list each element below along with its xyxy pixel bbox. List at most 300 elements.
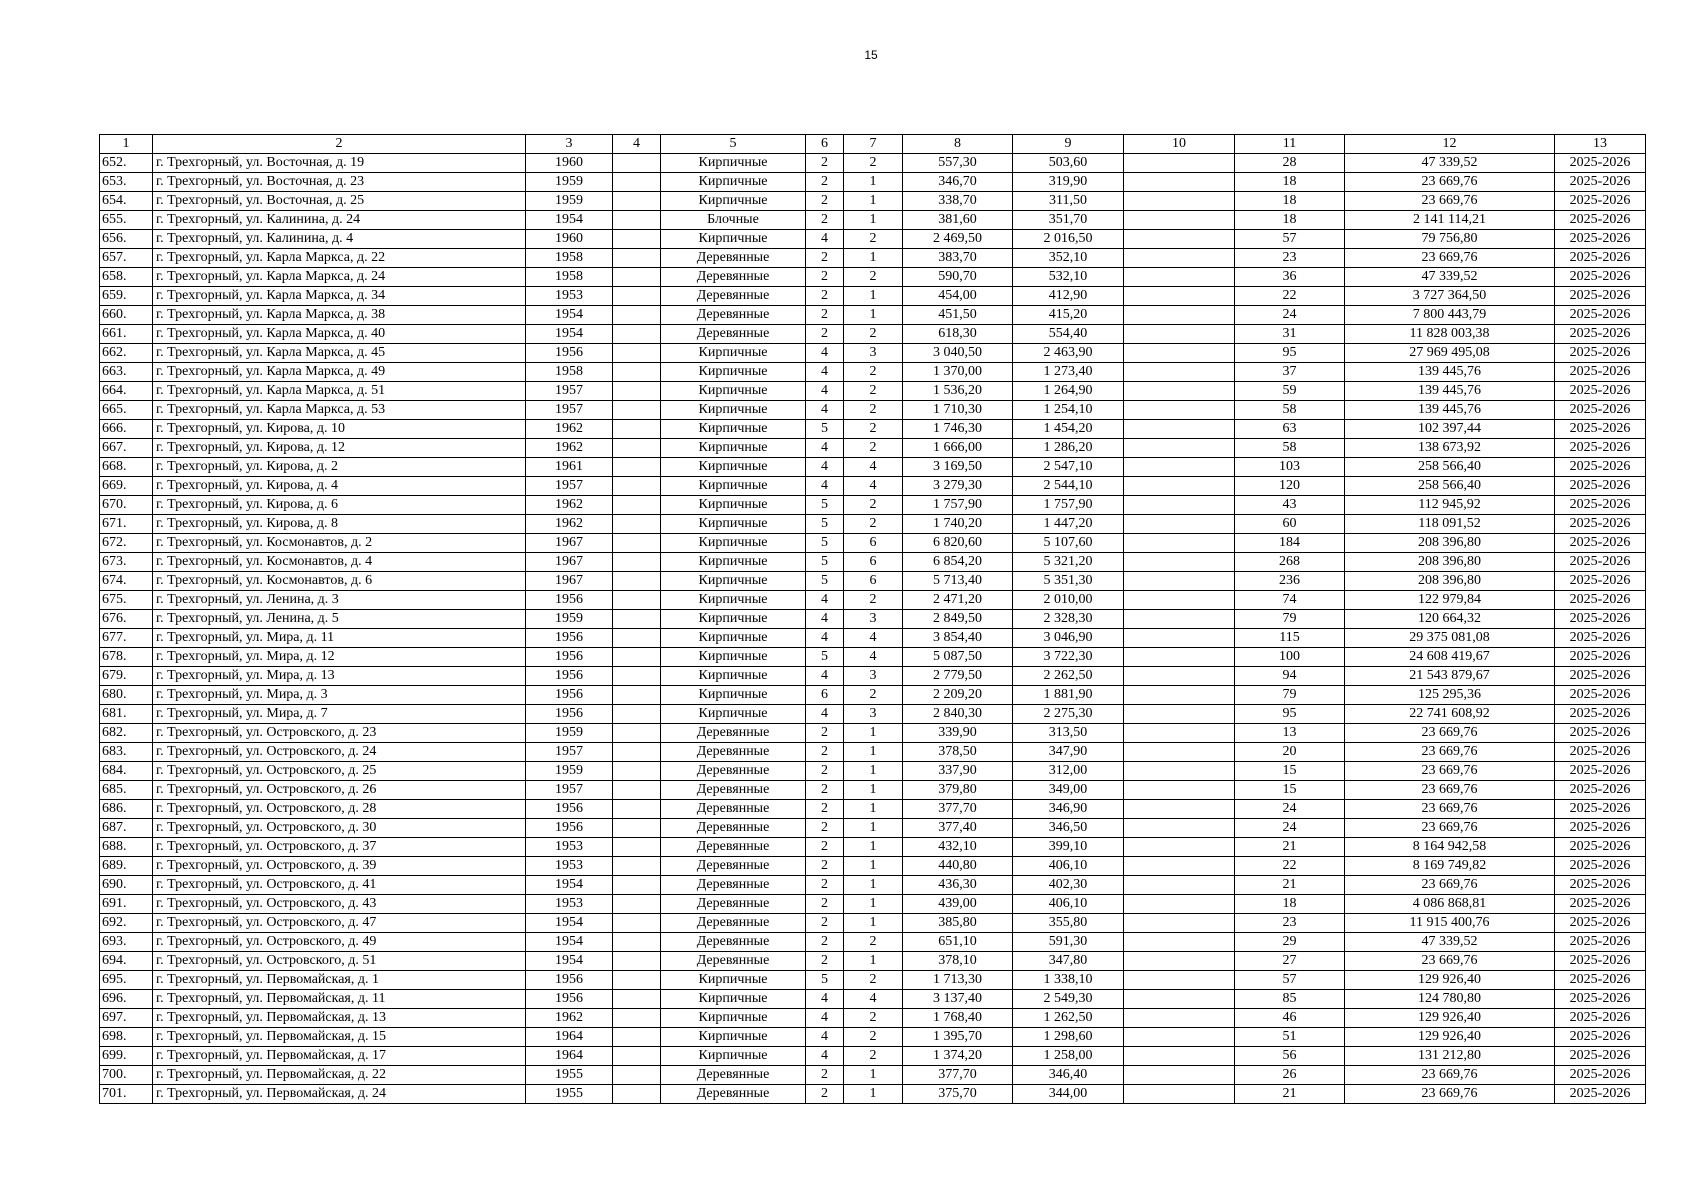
cell-row-number: 660.	[100, 306, 153, 325]
cell-floors: 5	[806, 553, 844, 572]
cell-entrances: 1	[844, 876, 903, 895]
cell-wall-material: Деревянные	[661, 800, 806, 819]
column-header-3: 3	[526, 135, 613, 154]
cell-period: 2025-2026	[1555, 515, 1646, 534]
cell-year-built: 1964	[526, 1047, 613, 1066]
cell-col-10	[1124, 211, 1235, 230]
cell-col-4	[613, 1009, 661, 1028]
cell-address: г. Трехгорный, ул. Восточная, д. 23	[153, 173, 526, 192]
cell-period: 2025-2026	[1555, 876, 1646, 895]
cell-entrances: 3	[844, 705, 903, 724]
cell-year-built: 1957	[526, 781, 613, 800]
cell-row-number: 677.	[100, 629, 153, 648]
cell-address: г. Трехгорный, ул. Островского, д. 28	[153, 800, 526, 819]
cell-address: г. Трехгорный, ул. Островского, д. 43	[153, 895, 526, 914]
cell-total-area: 590,70	[903, 268, 1013, 287]
cell-address: г. Трехгорный, ул. Ленина, д. 3	[153, 591, 526, 610]
table-row	[100, 781, 1646, 800]
cell-period: 2025-2026	[1555, 363, 1646, 382]
cell-residents: 18	[1235, 211, 1345, 230]
cell-residents: 57	[1235, 230, 1345, 249]
cell-entrances: 1	[844, 306, 903, 325]
table-row	[100, 477, 1646, 496]
cell-period: 2025-2026	[1555, 496, 1646, 515]
cell-wall-material: Кирпичные	[661, 382, 806, 401]
cell-entrances: 1	[844, 743, 903, 762]
cell-address: г. Трехгорный, ул. Карла Маркса, д. 40	[153, 325, 526, 344]
cell-entrances: 1	[844, 952, 903, 971]
cell-col-10	[1124, 1047, 1235, 1066]
column-header-12: 12	[1345, 135, 1555, 154]
cell-residents: 103	[1235, 458, 1345, 477]
cell-wall-material: Кирпичные	[661, 1047, 806, 1066]
cell-row-number: 658.	[100, 268, 153, 287]
cell-total-area: 651,10	[903, 933, 1013, 952]
cell-residents: 79	[1235, 610, 1345, 629]
cell-col-4	[613, 1066, 661, 1085]
cell-period: 2025-2026	[1555, 610, 1646, 629]
cell-cost: 22 741 608,92	[1345, 705, 1555, 724]
cell-col-4	[613, 838, 661, 857]
cell-col-10	[1124, 325, 1235, 344]
cell-year-built: 1956	[526, 800, 613, 819]
cell-residents: 22	[1235, 287, 1345, 306]
cell-col-10	[1124, 268, 1235, 287]
cell-entrances: 1	[844, 249, 903, 268]
cell-period: 2025-2026	[1555, 1047, 1646, 1066]
cell-residents: 18	[1235, 173, 1345, 192]
cell-residents: 95	[1235, 344, 1345, 363]
cell-living-area: 2 544,10	[1013, 477, 1124, 496]
cell-wall-material: Кирпичные	[661, 705, 806, 724]
cell-col-4	[613, 591, 661, 610]
cell-wall-material: Кирпичные	[661, 534, 806, 553]
cell-entrances: 1	[844, 1085, 903, 1104]
cell-row-number: 676.	[100, 610, 153, 629]
cell-total-area: 1 710,30	[903, 401, 1013, 420]
cell-year-built: 1954	[526, 211, 613, 230]
cell-col-4	[613, 382, 661, 401]
cell-col-4	[613, 325, 661, 344]
cell-address: г. Трехгорный, ул. Космонавтов, д. 6	[153, 572, 526, 591]
cell-total-area: 378,10	[903, 952, 1013, 971]
cell-wall-material: Кирпичные	[661, 572, 806, 591]
cell-period: 2025-2026	[1555, 325, 1646, 344]
cell-living-area: 1 286,20	[1013, 439, 1124, 458]
cell-living-area: 351,70	[1013, 211, 1124, 230]
cell-year-built: 1967	[526, 572, 613, 591]
cell-row-number: 665.	[100, 401, 153, 420]
cell-wall-material: Деревянные	[661, 306, 806, 325]
cell-col-10	[1124, 173, 1235, 192]
cell-residents: 21	[1235, 1085, 1345, 1104]
cell-period: 2025-2026	[1555, 648, 1646, 667]
cell-living-area: 1 273,40	[1013, 363, 1124, 382]
cell-cost: 129 926,40	[1345, 1028, 1555, 1047]
cell-year-built: 1956	[526, 629, 613, 648]
cell-cost: 139 445,76	[1345, 363, 1555, 382]
column-header-10: 10	[1124, 135, 1235, 154]
cell-col-10	[1124, 952, 1235, 971]
cell-wall-material: Кирпичные	[661, 971, 806, 990]
cell-living-area: 1 338,10	[1013, 971, 1124, 990]
cell-living-area: 2 010,00	[1013, 591, 1124, 610]
cell-cost: 2 141 114,21	[1345, 211, 1555, 230]
cell-year-built: 1959	[526, 192, 613, 211]
cell-entrances: 6	[844, 572, 903, 591]
cell-floors: 5	[806, 648, 844, 667]
cell-total-area: 3 169,50	[903, 458, 1013, 477]
housing-table	[99, 134, 1646, 1104]
cell-residents: 184	[1235, 534, 1345, 553]
cell-entrances: 1	[844, 173, 903, 192]
cell-residents: 24	[1235, 306, 1345, 325]
cell-year-built: 1956	[526, 344, 613, 363]
cell-year-built: 1954	[526, 306, 613, 325]
cell-living-area: 2 547,10	[1013, 458, 1124, 477]
cell-floors: 2	[806, 724, 844, 743]
cell-col-4	[613, 1047, 661, 1066]
cell-floors: 4	[806, 990, 844, 1009]
cell-row-number: 687.	[100, 819, 153, 838]
cell-total-area: 3 854,40	[903, 629, 1013, 648]
cell-floors: 2	[806, 819, 844, 838]
column-header-6: 6	[806, 135, 844, 154]
cell-entrances: 2	[844, 439, 903, 458]
cell-residents: 24	[1235, 819, 1345, 838]
cell-col-10	[1124, 477, 1235, 496]
cell-living-area: 1 757,90	[1013, 496, 1124, 515]
cell-entrances: 2	[844, 1047, 903, 1066]
cell-address: г. Трехгорный, ул. Первомайская, д. 17	[153, 1047, 526, 1066]
cell-address: г. Трехгорный, ул. Островского, д. 30	[153, 819, 526, 838]
cell-cost: 102 397,44	[1345, 420, 1555, 439]
cell-total-area: 2 469,50	[903, 230, 1013, 249]
cell-total-area: 377,70	[903, 800, 1013, 819]
cell-period: 2025-2026	[1555, 990, 1646, 1009]
column-header-2: 2	[153, 135, 526, 154]
cell-col-10	[1124, 401, 1235, 420]
cell-floors: 2	[806, 800, 844, 819]
cell-floors: 5	[806, 534, 844, 553]
table-row	[100, 838, 1646, 857]
cell-period: 2025-2026	[1555, 344, 1646, 363]
cell-year-built: 1955	[526, 1085, 613, 1104]
cell-year-built: 1967	[526, 534, 613, 553]
cell-residents: 58	[1235, 439, 1345, 458]
cell-living-area: 5 351,30	[1013, 572, 1124, 591]
table-row	[100, 344, 1646, 363]
cell-address: г. Трехгорный, ул. Мира, д. 3	[153, 686, 526, 705]
cell-row-number: 693.	[100, 933, 153, 952]
column-header-4: 4	[613, 135, 661, 154]
cell-row-number: 669.	[100, 477, 153, 496]
cell-cost: 138 673,92	[1345, 439, 1555, 458]
cell-total-area: 1 374,20	[903, 1047, 1013, 1066]
cell-living-area: 406,10	[1013, 857, 1124, 876]
cell-period: 2025-2026	[1555, 762, 1646, 781]
cell-col-10	[1124, 591, 1235, 610]
cell-wall-material: Деревянные	[661, 933, 806, 952]
cell-col-4	[613, 667, 661, 686]
cell-wall-material: Кирпичные	[661, 648, 806, 667]
cell-floors: 2	[806, 306, 844, 325]
cell-address: г. Трехгорный, ул. Первомайская, д. 13	[153, 1009, 526, 1028]
cell-living-area: 1 454,20	[1013, 420, 1124, 439]
cell-wall-material: Кирпичные	[661, 439, 806, 458]
cell-year-built: 1959	[526, 610, 613, 629]
cell-row-number: 685.	[100, 781, 153, 800]
cell-cost: 47 339,52	[1345, 933, 1555, 952]
cell-address: г. Трехгорный, ул. Космонавтов, д. 2	[153, 534, 526, 553]
cell-residents: 37	[1235, 363, 1345, 382]
cell-cost: 47 339,52	[1345, 268, 1555, 287]
cell-col-10	[1124, 610, 1235, 629]
cell-period: 2025-2026	[1555, 572, 1646, 591]
cell-residents: 59	[1235, 382, 1345, 401]
cell-period: 2025-2026	[1555, 800, 1646, 819]
cell-floors: 2	[806, 249, 844, 268]
cell-period: 2025-2026	[1555, 1085, 1646, 1104]
cell-living-area: 355,80	[1013, 914, 1124, 933]
cell-total-area: 337,90	[903, 762, 1013, 781]
cell-address: г. Трехгорный, ул. Восточная, д. 25	[153, 192, 526, 211]
cell-col-4	[613, 287, 661, 306]
cell-entrances: 2	[844, 268, 903, 287]
cell-residents: 31	[1235, 325, 1345, 344]
cell-living-area: 2 463,90	[1013, 344, 1124, 363]
cell-period: 2025-2026	[1555, 743, 1646, 762]
cell-wall-material: Деревянные	[661, 724, 806, 743]
cell-living-area: 1 262,50	[1013, 1009, 1124, 1028]
column-header-5: 5	[661, 135, 806, 154]
cell-address: г. Трехгорный, ул. Мира, д. 7	[153, 705, 526, 724]
cell-cost: 8 164 942,58	[1345, 838, 1555, 857]
cell-residents: 46	[1235, 1009, 1345, 1028]
cell-cost: 131 212,80	[1345, 1047, 1555, 1066]
cell-address: г. Трехгорный, ул. Калинина, д. 4	[153, 230, 526, 249]
cell-col-10	[1124, 667, 1235, 686]
cell-entrances: 2	[844, 591, 903, 610]
cell-living-area: 311,50	[1013, 192, 1124, 211]
cell-living-area: 346,50	[1013, 819, 1124, 838]
cell-total-area: 2 209,20	[903, 686, 1013, 705]
cell-col-4	[613, 895, 661, 914]
cell-cost: 125 295,36	[1345, 686, 1555, 705]
cell-total-area: 377,70	[903, 1066, 1013, 1085]
cell-floors: 2	[806, 857, 844, 876]
table-row	[100, 382, 1646, 401]
cell-residents: 120	[1235, 477, 1345, 496]
cell-wall-material: Кирпичные	[661, 230, 806, 249]
cell-total-area: 1 395,70	[903, 1028, 1013, 1047]
cell-cost: 258 566,40	[1345, 458, 1555, 477]
cell-entrances: 2	[844, 933, 903, 952]
cell-living-area: 415,20	[1013, 306, 1124, 325]
cell-entrances: 1	[844, 781, 903, 800]
cell-period: 2025-2026	[1555, 724, 1646, 743]
cell-address: г. Трехгорный, ул. Первомайская, д. 15	[153, 1028, 526, 1047]
cell-wall-material: Кирпичные	[661, 401, 806, 420]
cell-wall-material: Кирпичные	[661, 192, 806, 211]
cell-total-area: 5 087,50	[903, 648, 1013, 667]
cell-total-area: 436,30	[903, 876, 1013, 895]
cell-entrances: 2	[844, 496, 903, 515]
cell-floors: 2	[806, 876, 844, 895]
cell-residents: 95	[1235, 705, 1345, 724]
cell-cost: 23 669,76	[1345, 173, 1555, 192]
cell-period: 2025-2026	[1555, 857, 1646, 876]
cell-wall-material: Деревянные	[661, 1066, 806, 1085]
cell-floors: 2	[806, 914, 844, 933]
table-row	[100, 952, 1646, 971]
cell-wall-material: Деревянные	[661, 838, 806, 857]
cell-wall-material: Деревянные	[661, 895, 806, 914]
table-row	[100, 458, 1646, 477]
cell-address: г. Трехгорный, ул. Карла Маркса, д. 38	[153, 306, 526, 325]
cell-col-4	[613, 990, 661, 1009]
cell-entrances: 1	[844, 895, 903, 914]
cell-floors: 4	[806, 1009, 844, 1028]
cell-year-built: 1967	[526, 553, 613, 572]
cell-address: г. Трехгорный, ул. Островского, д. 39	[153, 857, 526, 876]
cell-living-area: 532,10	[1013, 268, 1124, 287]
cell-living-area: 346,40	[1013, 1066, 1124, 1085]
cell-total-area: 1 740,20	[903, 515, 1013, 534]
table-row	[100, 553, 1646, 572]
cell-entrances: 1	[844, 857, 903, 876]
cell-cost: 29 375 081,08	[1345, 629, 1555, 648]
cell-col-10	[1124, 458, 1235, 477]
cell-living-area: 399,10	[1013, 838, 1124, 857]
table-row	[100, 1066, 1646, 1085]
cell-address: г. Трехгорный, ул. Карла Маркса, д. 24	[153, 268, 526, 287]
cell-living-area: 1 264,90	[1013, 382, 1124, 401]
cell-address: г. Трехгорный, ул. Мира, д. 11	[153, 629, 526, 648]
cell-residents: 79	[1235, 686, 1345, 705]
cell-period: 2025-2026	[1555, 230, 1646, 249]
cell-cost: 23 669,76	[1345, 819, 1555, 838]
cell-living-area: 1 258,00	[1013, 1047, 1124, 1066]
cell-total-area: 3 279,30	[903, 477, 1013, 496]
cell-floors: 5	[806, 971, 844, 990]
cell-row-number: 656.	[100, 230, 153, 249]
cell-col-10	[1124, 363, 1235, 382]
cell-period: 2025-2026	[1555, 1009, 1646, 1028]
cell-residents: 100	[1235, 648, 1345, 667]
cell-row-number: 662.	[100, 344, 153, 363]
cell-row-number: 668.	[100, 458, 153, 477]
table-row	[100, 211, 1646, 230]
cell-total-area: 3 040,50	[903, 344, 1013, 363]
cell-entrances: 1	[844, 287, 903, 306]
cell-year-built: 1962	[526, 439, 613, 458]
cell-row-number: 654.	[100, 192, 153, 211]
cell-col-4	[613, 420, 661, 439]
table-row	[100, 800, 1646, 819]
cell-floors: 4	[806, 401, 844, 420]
cell-address: г. Трехгорный, ул. Островского, д. 23	[153, 724, 526, 743]
cell-total-area: 6 820,60	[903, 534, 1013, 553]
cell-row-number: 692.	[100, 914, 153, 933]
cell-year-built: 1956	[526, 705, 613, 724]
cell-period: 2025-2026	[1555, 686, 1646, 705]
table-row	[100, 743, 1646, 762]
cell-total-area: 375,70	[903, 1085, 1013, 1104]
cell-year-built: 1960	[526, 154, 613, 173]
cell-total-area: 338,70	[903, 192, 1013, 211]
table-row	[100, 439, 1646, 458]
cell-col-4	[613, 477, 661, 496]
cell-address: г. Трехгорный, ул. Островского, д. 24	[153, 743, 526, 762]
cell-floors: 4	[806, 591, 844, 610]
cell-col-4	[613, 819, 661, 838]
cell-residents: 94	[1235, 667, 1345, 686]
cell-residents: 43	[1235, 496, 1345, 515]
cell-entrances: 2	[844, 1009, 903, 1028]
cell-row-number: 684.	[100, 762, 153, 781]
table-row	[100, 192, 1646, 211]
cell-living-area: 2 262,50	[1013, 667, 1124, 686]
table-row	[100, 287, 1646, 306]
table-row	[100, 154, 1646, 173]
cell-col-4	[613, 876, 661, 895]
cell-period: 2025-2026	[1555, 952, 1646, 971]
cell-cost: 112 945,92	[1345, 496, 1555, 515]
cell-cost: 23 669,76	[1345, 743, 1555, 762]
cell-col-10	[1124, 572, 1235, 591]
cell-year-built: 1956	[526, 990, 613, 1009]
cell-total-area: 2 849,50	[903, 610, 1013, 629]
cell-entrances: 1	[844, 192, 903, 211]
cell-entrances: 1	[844, 1066, 903, 1085]
cell-floors: 4	[806, 363, 844, 382]
cell-col-4	[613, 534, 661, 553]
cell-row-number: 655.	[100, 211, 153, 230]
table-body	[100, 154, 1646, 1104]
cell-floors: 5	[806, 515, 844, 534]
cell-cost: 120 664,32	[1345, 610, 1555, 629]
cell-period: 2025-2026	[1555, 534, 1646, 553]
cell-col-4	[613, 572, 661, 591]
cell-year-built: 1960	[526, 230, 613, 249]
cell-year-built: 1957	[526, 477, 613, 496]
cell-entrances: 1	[844, 724, 903, 743]
cell-total-area: 5 713,40	[903, 572, 1013, 591]
cell-col-4	[613, 1028, 661, 1047]
cell-floors: 2	[806, 781, 844, 800]
cell-residents: 24	[1235, 800, 1345, 819]
cell-col-10	[1124, 287, 1235, 306]
cell-col-4	[613, 173, 661, 192]
cell-period: 2025-2026	[1555, 211, 1646, 230]
cell-living-area: 406,10	[1013, 895, 1124, 914]
cell-wall-material: Кирпичные	[661, 686, 806, 705]
cell-year-built: 1962	[526, 496, 613, 515]
cell-address: г. Трехгорный, ул. Кирова, д. 4	[153, 477, 526, 496]
table-row	[100, 268, 1646, 287]
cell-col-10	[1124, 1066, 1235, 1085]
cell-address: г. Трехгорный, ул. Карла Маркса, д. 45	[153, 344, 526, 363]
table-row	[100, 648, 1646, 667]
cell-total-area: 346,70	[903, 173, 1013, 192]
cell-col-10	[1124, 1009, 1235, 1028]
cell-wall-material: Кирпичные	[661, 591, 806, 610]
cell-wall-material: Деревянные	[661, 876, 806, 895]
table-row	[100, 401, 1646, 420]
cell-period: 2025-2026	[1555, 420, 1646, 439]
cell-row-number: 686.	[100, 800, 153, 819]
